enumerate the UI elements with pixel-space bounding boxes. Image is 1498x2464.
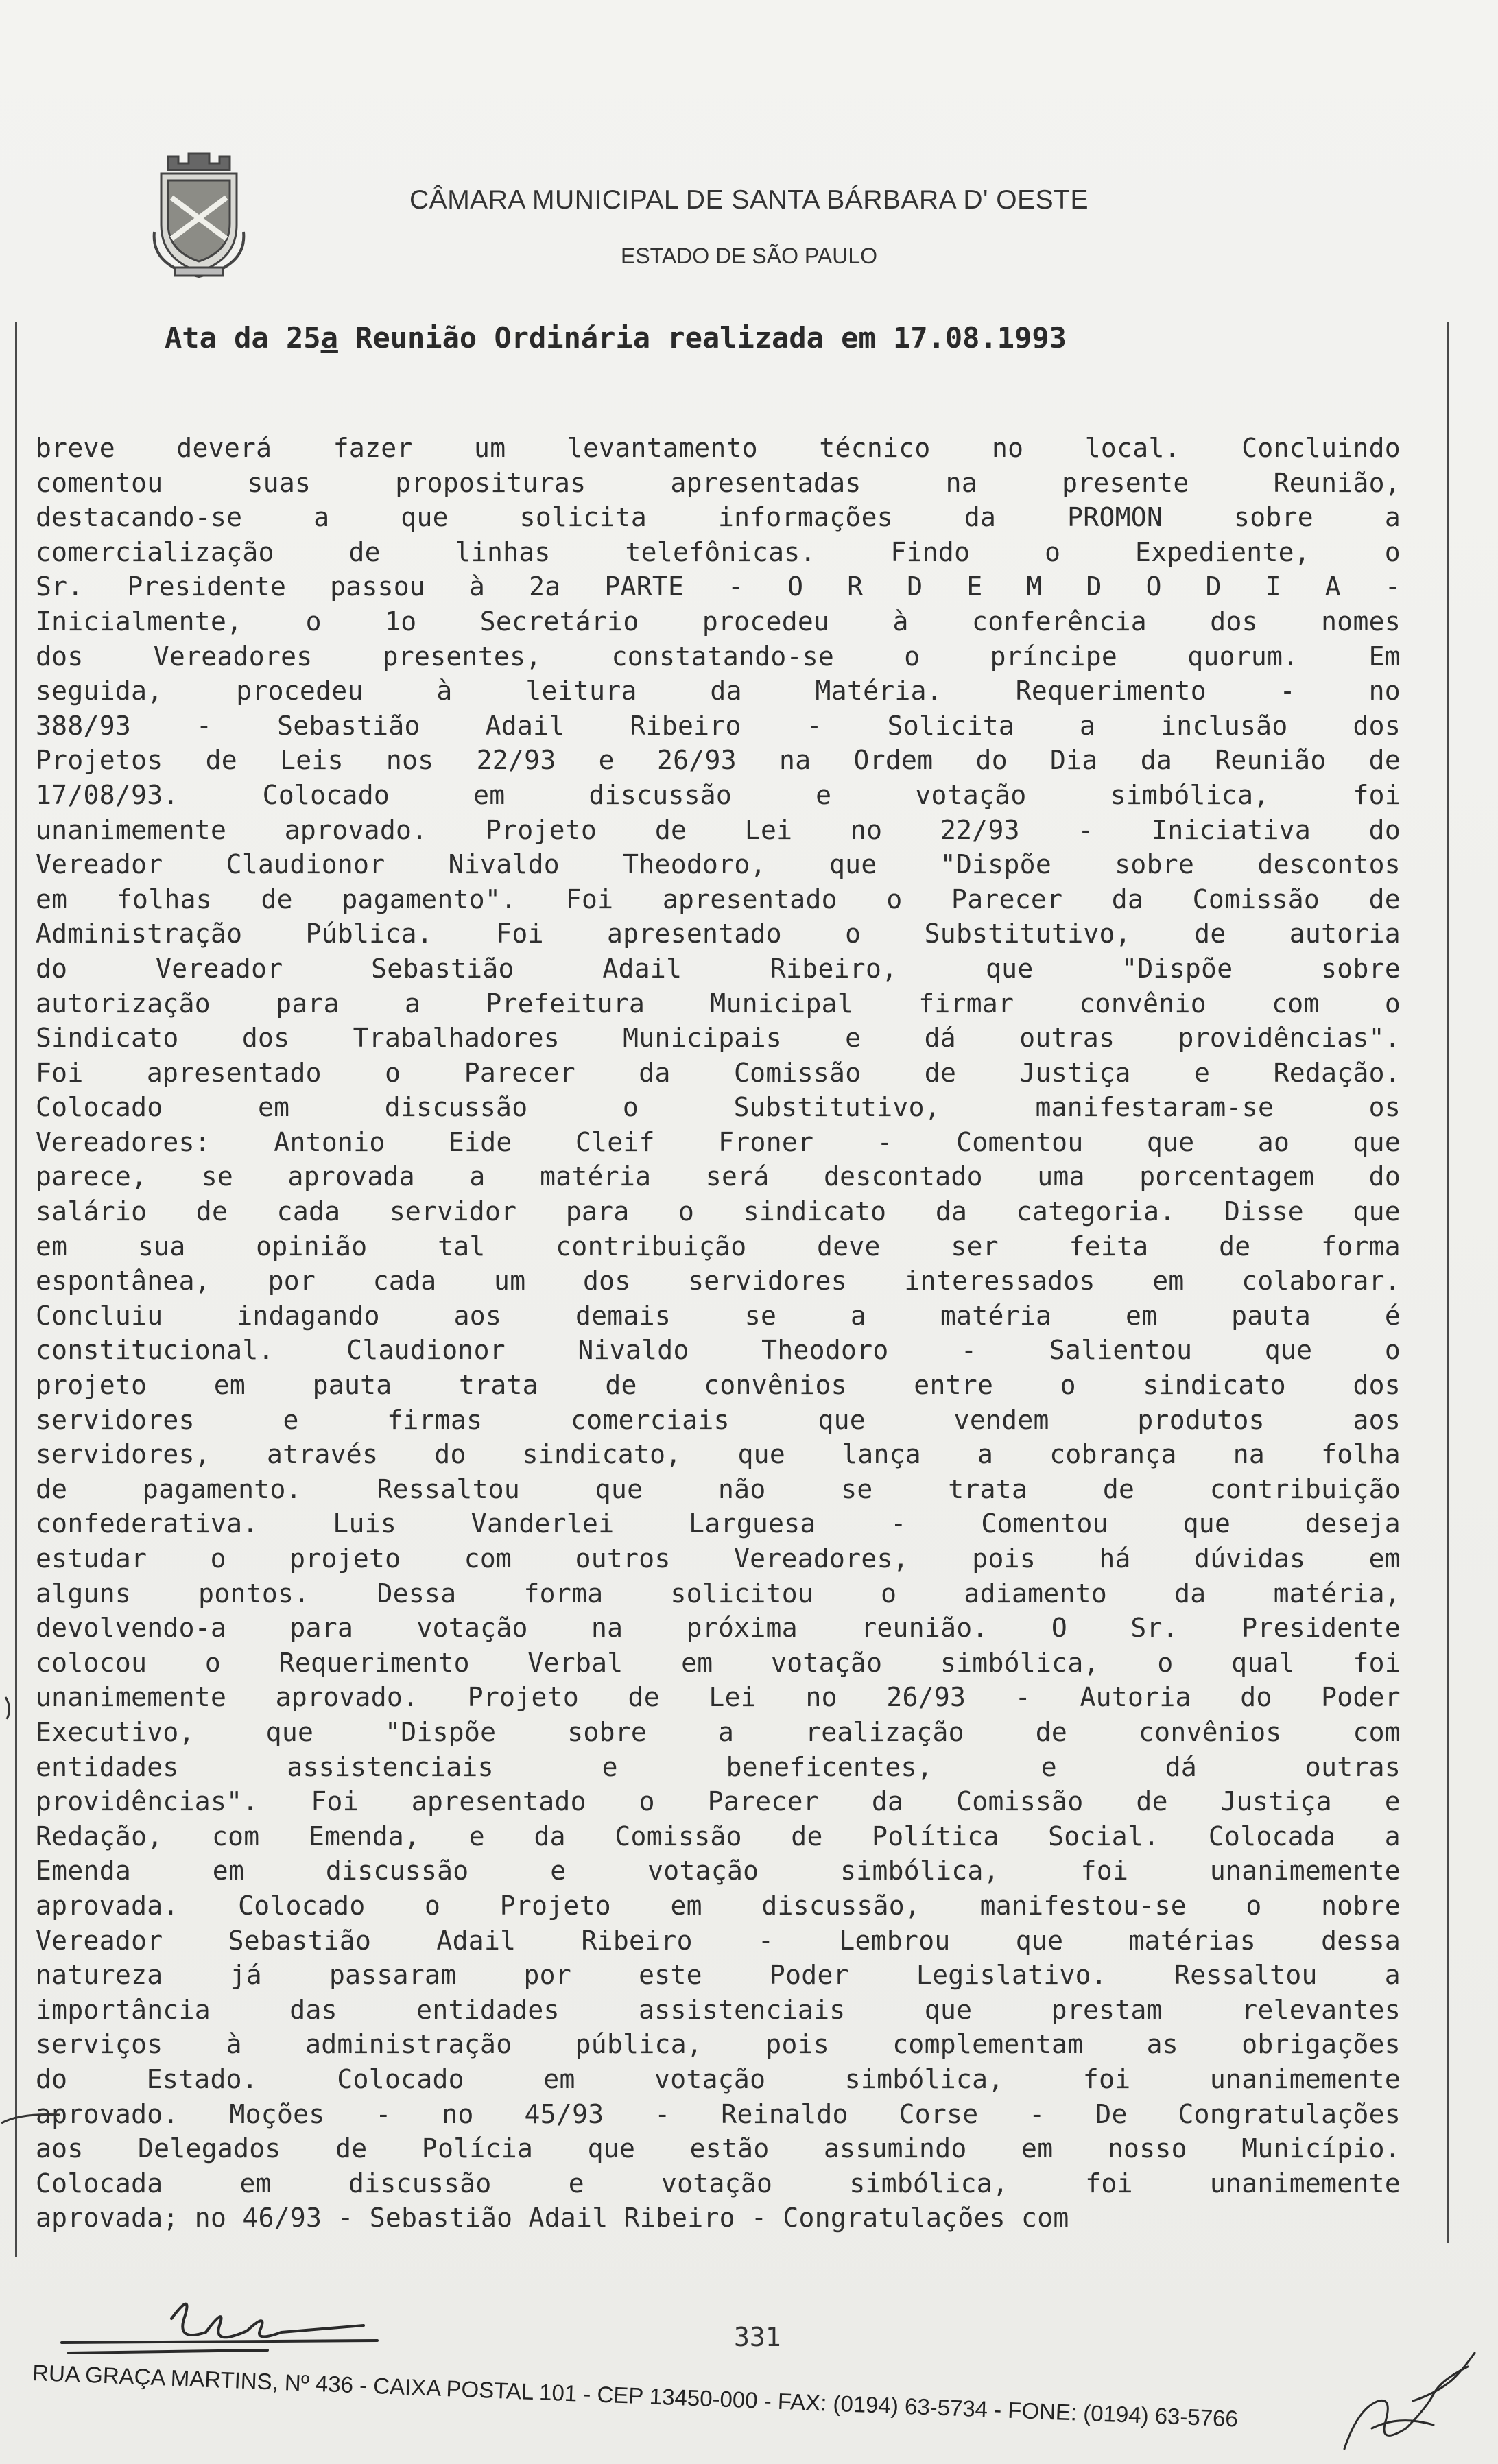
minutes-line: estudar o projeto com outros Vereadores, pois há dúvidas em (36, 1543, 1401, 1574)
minutes-line: providências". Foi apresentado o Parecer da Comissão de Justiça e (36, 1786, 1401, 1817)
minutes-body (36, 431, 1401, 2236)
minutes-line: aos Delegados de Polícia que estão assumindo em nosso Município. (36, 2133, 1401, 2164)
minutes-line: autorização para a Prefeitura Municipal firmar convênio com o (36, 988, 1401, 1019)
margin-mark (0, 1694, 27, 1722)
minutes-line: Emenda em discussão e votação simbólica, foi unanimemente (36, 1856, 1401, 1886)
minutes-line: em folhas de pagamento". Foi apresentado o Parecer da Comissão de (36, 884, 1401, 914)
minutes-line: Colocada em discussão e votação simbólica, foi unanimemente (36, 2168, 1401, 2199)
minutes-line: dos Vereadores presentes, constatando-se o príncipe quorum. Em (36, 641, 1401, 672)
minutes-line: em sua opinião tal contribuição deve ser feita de forma (36, 1231, 1401, 1261)
minutes-line: Administração Pública. Foi apresentado o Substitutivo, de autoria (36, 919, 1401, 949)
minutes-line: do Vereador Sebastião Adail Ribeiro, que "Dispõe sobre (36, 953, 1401, 984)
minutes-line: Sr. Presidente passou à 2a PARTE - O R D E M D O D I A - (36, 571, 1401, 602)
minutes-line: servidores, através do sindicato, que lança a cobrança na folha (36, 1439, 1401, 1470)
minutes-line: confederativa. Luis Vanderlei Larguesa - Comentou que deseja (36, 1508, 1401, 1539)
minutes-line: Vereador Sebastião Adail Ribeiro - Lembrou que matérias dessa (36, 1925, 1401, 1956)
minutes-line: destacando-se a que solicita informações da PROMON sobre a (36, 502, 1401, 533)
margin-mark (0, 2109, 62, 2130)
minutes-line: entidades assistenciais e beneficentes, e dá outras (36, 1751, 1401, 1782)
minutes-line: parece, se aprovada a matéria será descontado uma porcentagem do (36, 1161, 1401, 1192)
minutes-line: unanimemente aprovado. Projeto de Lei no 26/93 - Autoria do Poder (36, 1682, 1401, 1713)
minutes-line: colocou o Requerimento Verbal em votação simbólica, o qual foi (36, 1647, 1401, 1678)
minutes-line: Inicialmente, o 1o Secretário procedeu à conferência dos nomes (36, 606, 1401, 637)
footer-address: RUA GRAÇA MARTINS, Nº 436 - CAIXA POSTAL 101 - CEP 13450-000 - FAX: (0194) 63-5734 - FONE: (0194) 63-5766 (32, 2360, 1239, 2432)
minutes-line: 17/08/93. Colocado em discussão e votação simbólica, foi (36, 779, 1401, 810)
minutes-line: constitucional. Claudionor Nivaldo Theodoro - Salientou que o (36, 1335, 1401, 1366)
page-number: 331 (734, 2322, 781, 2352)
minutes-line: Executivo, que "Dispõe sobre a realização de convênios com (36, 1716, 1401, 1747)
minutes-line: natureza já passaram por este Poder Legislativo. Ressaltou a (36, 1960, 1401, 1991)
title-prefix: Ata da 25 (165, 321, 321, 355)
minutes-line: aprovada; no 46/93 - Sebastião Adail Ribeiro - Congratulações com (36, 2203, 1069, 2234)
minutes-line: comercialização de linhas telefônicas. Findo o Expediente, o (36, 536, 1401, 567)
minutes-line: unanimemente aprovado. Projeto de Lei no 22/93 - Iniciativa do (36, 814, 1401, 845)
minutes-line: espontânea, por cada um dos servidores interessados em colaborar. (36, 1266, 1401, 1296)
minutes-line: Projetos de Leis nos 22/93 e 26/93 na Ordem do Dia da Reunião de (36, 745, 1401, 776)
minutes-title (165, 321, 1331, 355)
minutes-line: 388/93 - Sebastião Adail Ribeiro - Solicita a inclusão dos (36, 710, 1401, 741)
minutes-line: importância das entidades assistenciais que prestam relevantes (36, 1994, 1401, 2025)
minutes-line: servidores e firmas comerciais que vendem produtos aos (36, 1404, 1401, 1435)
organization-state: ESTADO DE SÃO PAULO (620, 244, 877, 268)
minutes-line: aprovado. Moções - no 45/93 - Reinaldo Corse - De Congratulações (36, 2098, 1401, 2129)
minutes-line: Vereadores: Antonio Eide Cleif Froner - Comentou que ao que (36, 1126, 1401, 1157)
title-suffix: Reunião Ordinária realizada em 17.08.1993 (337, 321, 1067, 355)
minutes-line: do Estado. Colocado em votação simbólica, foi unanimemente (36, 2063, 1401, 2094)
minutes-line: Vereador Claudionor Nivaldo Theodoro, que "Dispõe sobre descontos (36, 849, 1401, 880)
minutes-line: seguida, procedeu à leitura da Matéria. Requerimento - no (36, 676, 1401, 707)
right-border-line (1447, 322, 1449, 2243)
title-ordinal: a (320, 321, 338, 355)
organization-name: CÂMARA MUNICIPAL DE SANTA BÁRBARA D' OESTE (409, 185, 1089, 215)
minutes-line: Sindicato dos Trabalhadores Municipais e dá outras providências". (36, 1023, 1401, 1054)
minutes-line: Redação, com Emenda, e da Comissão de Política Social. Colocada a (36, 1821, 1401, 1851)
minutes-line: Foi apresentado o Parecer da Comissão de Justiça e Redação. (36, 1057, 1401, 1088)
left-border-line (15, 322, 17, 2257)
minutes-line: serviços à administração pública, pois complementam as obrigações (36, 2029, 1401, 2060)
minutes-line: Colocado em discussão o Substitutivo, manifestaram-se os (36, 1092, 1401, 1123)
minutes-line: aprovada. Colocado o Projeto em discussão, manifestou-se o nobre (36, 1890, 1401, 1921)
minutes-line: de pagamento. Ressaltou que não se trata de contribuição (36, 1473, 1401, 1504)
minutes-line: breve deverá fazer um levantamento técnico no local. Concluindo (36, 433, 1401, 463)
minutes-line: projeto em pauta trata de convênios entre o sindicato dos (36, 1370, 1401, 1401)
handwritten-signature (48, 2277, 405, 2360)
minutes-line: alguns pontos. Dessa forma solicitou o adiamento da matéria, (36, 1578, 1401, 1609)
minutes-line: salário de cada servidor para o sindicato da categoria. Disse que (36, 1196, 1401, 1227)
minutes-line: comentou suas proposituras apresentadas na presente Reunião, (36, 467, 1401, 498)
minutes-line: Concluiu indagando aos demais se a matéria em pauta é (36, 1300, 1401, 1331)
minutes-line: devolvendo-a para votação na próxima reunião. O Sr. Presidente (36, 1613, 1401, 1644)
handwritten-initials (1331, 2325, 1488, 2456)
